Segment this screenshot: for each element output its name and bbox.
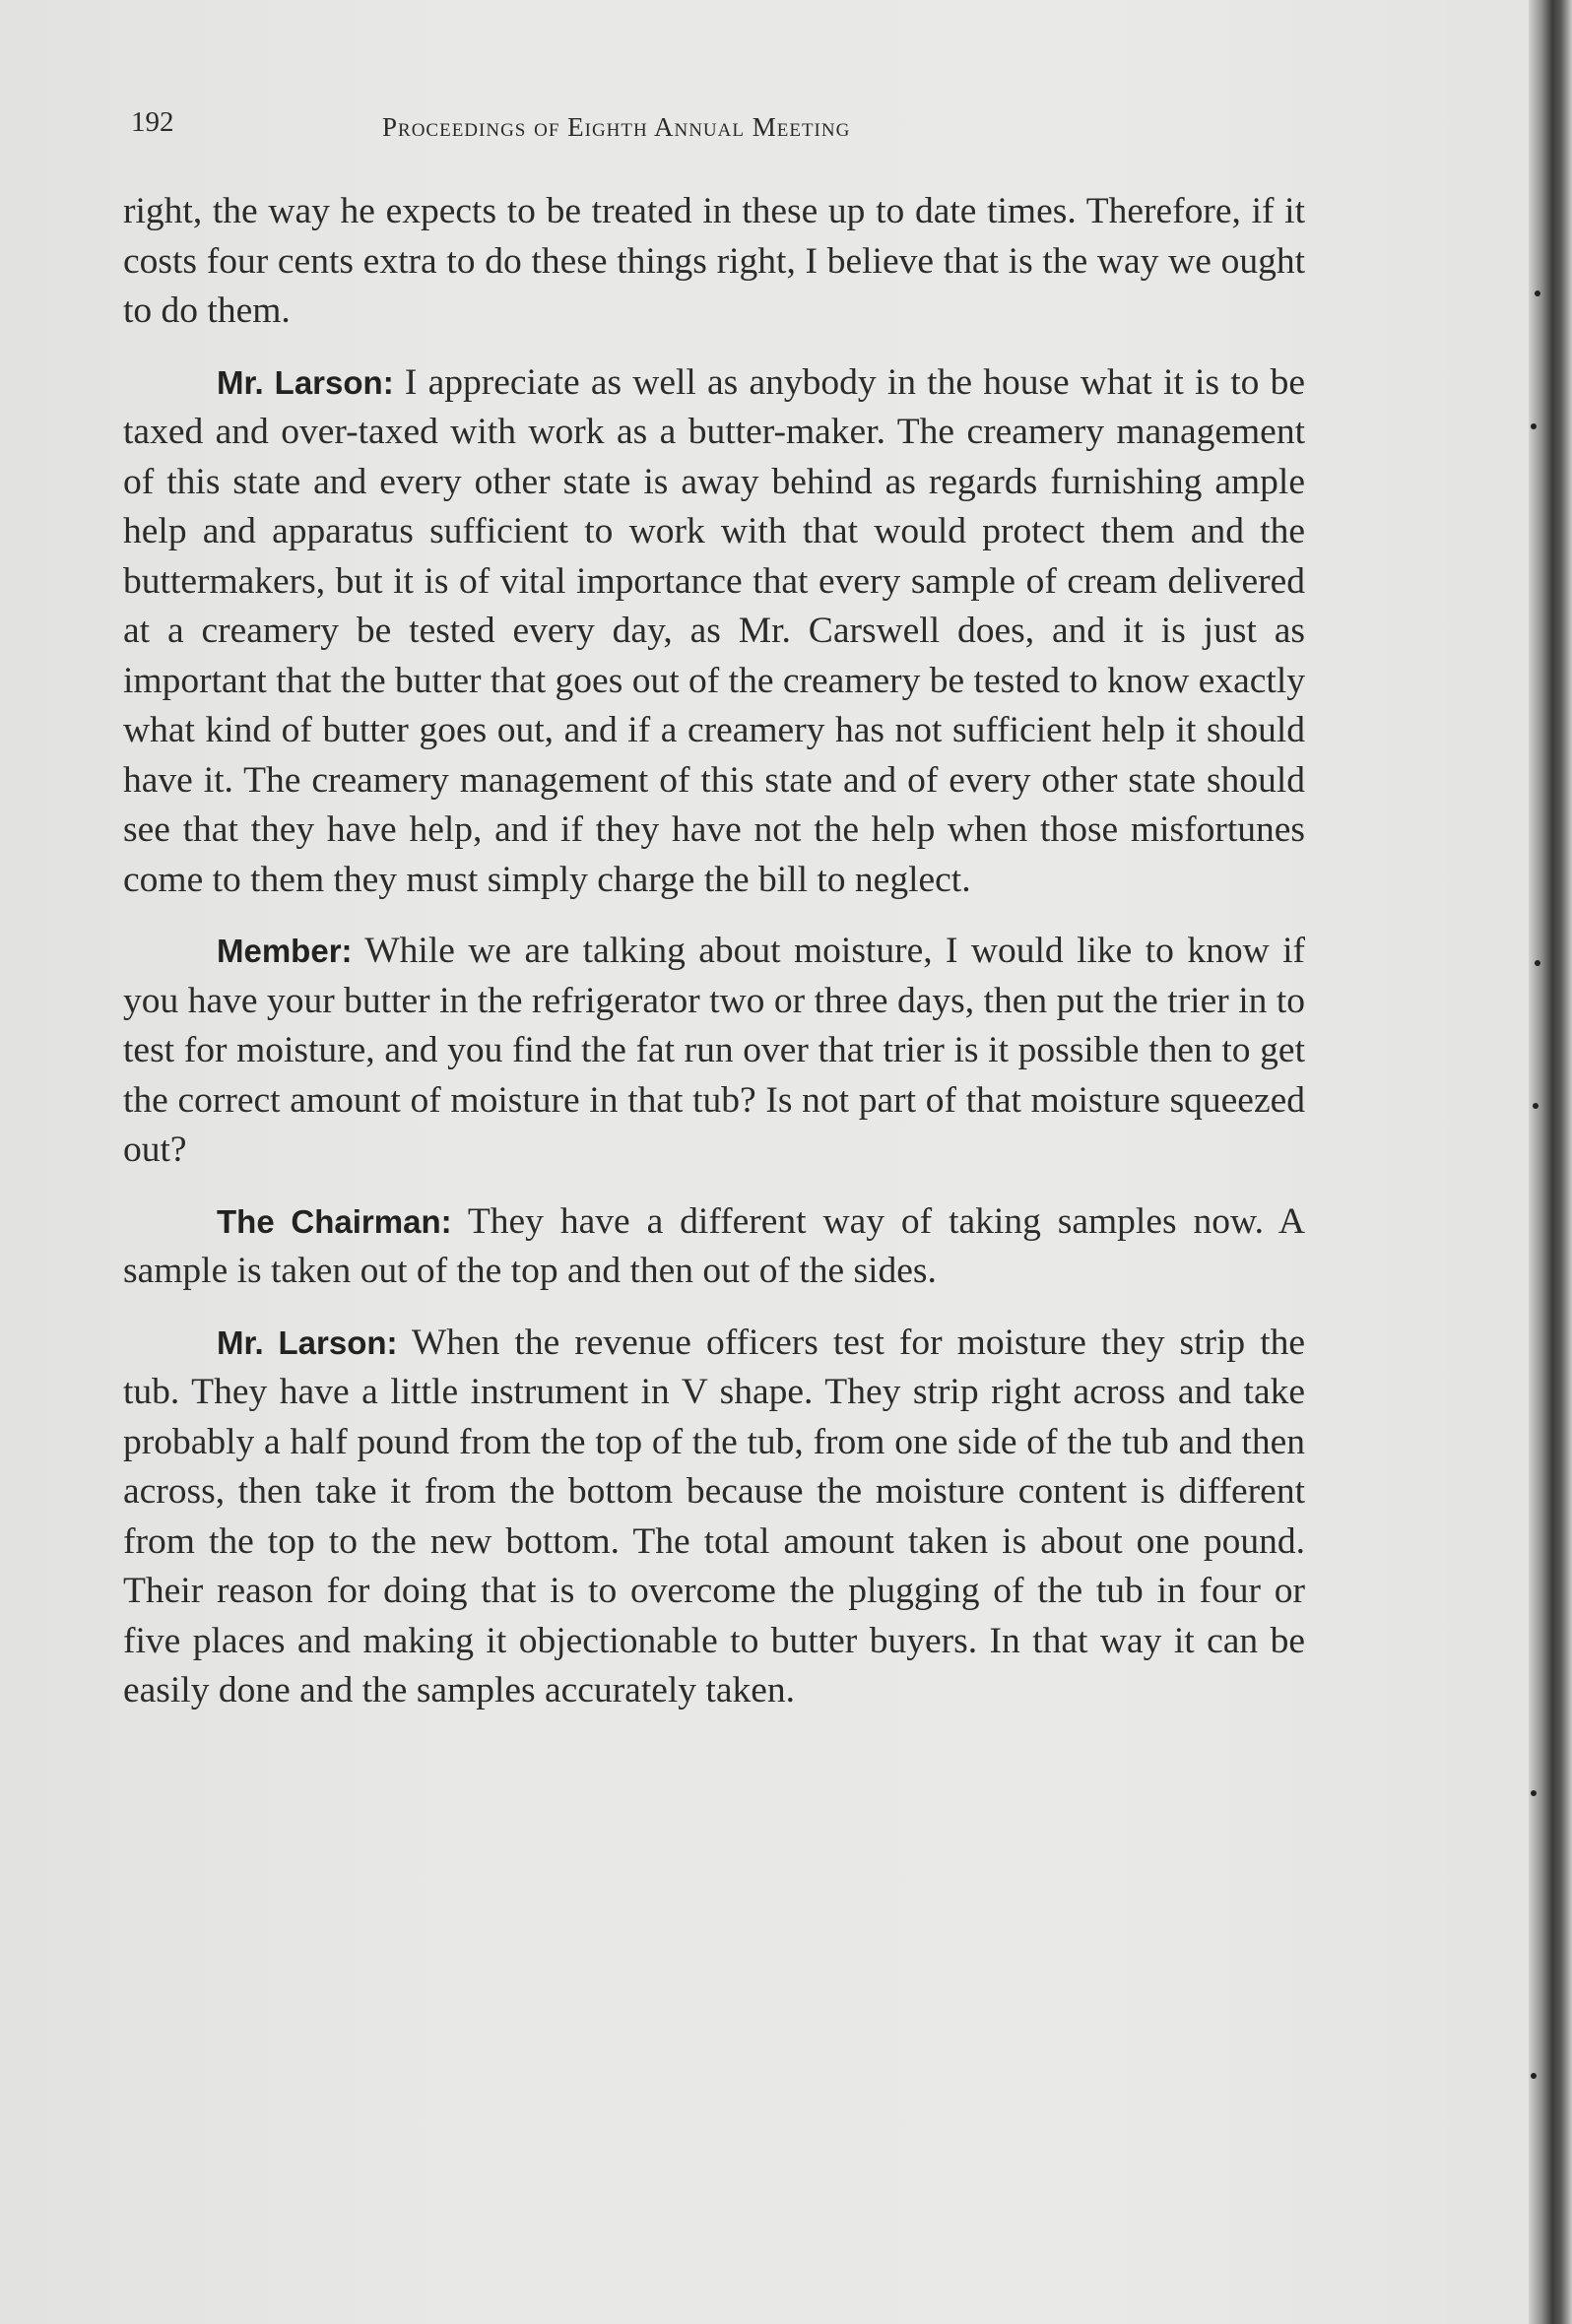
paragraph-chairman [123, 1197, 1305, 1297]
paragraph-continuation [123, 187, 1305, 337]
spine-mark [1531, 423, 1537, 429]
paragraph-larson-1 [123, 358, 1305, 906]
paragraph-text: I appreciate as well as anybody in the house what it is to be taxed and over-taxed with work as a butter-maker. The creamery management of this state and every other state is away behind as regards furnishing ample help and apparatus sufficient to work with that would protect them and the buttermakers, but it is of vital importance that every sample of cream delivered at a creamery be tested every day, as Mr. Carswell does, and it is just as important that the butter that goes out of the creamery be tested to know exactly what kind of butter goes out, and if a creamery has not sufficient help it should have it. The creamery management of this state and of every other state should see that they have help, and if they have not the help when those misfortunes come to them they must simply charge the bill to neglect. [123, 361, 1305, 900]
paragraph-member [123, 927, 1305, 1176]
spine-mark [1535, 960, 1540, 966]
page-number: 192 [131, 106, 174, 138]
spine-mark [1531, 1790, 1537, 1796]
page-header [131, 106, 1313, 156]
paragraph-text: When the revenue officers test for moisture they strip the tub. They have a little instrument in V shape. They strip right across and take probably a half pound from the top of the tub, from one side of the tub and then across, then take it from the bottom because the moisture content is different from the top to the new bottom. The total amount taken is about one pound. Their reason for doing that is to overcome the plugging of the tub in four or five places and making it objectionable to butter buyers. In that way it can be easily done and the samples accurately taken. [123, 1322, 1306, 1711]
paragraph-text: right, the way he expects to be treated in these up to date times. Therefore, if it costs four cents extra to do these things right, I believe that is the way we ought to do them. [123, 191, 1305, 331]
running-head: Proceedings of Eighth Annual Meeting [382, 112, 851, 142]
paragraph-text: They have a different way of taking samples now. A sample is taken out of the top and then out of the sides. [123, 1200, 1305, 1291]
book-spine-shadow [1529, 0, 1572, 2324]
paragraph-larson-2 [123, 1319, 1305, 1716]
spine-mark [1533, 1103, 1539, 1109]
speaker-label: The Chairman: [217, 1202, 452, 1240]
paragraph-text: While we are talking about moisture, I would like to know if you have your butter in the refrigerator two or three days, then put the trier in to test for moisture, and you find the fat run over that trier is it possible then to get the correct amount of moisture in that tub? Is not part of that moisture squeezed out? [123, 931, 1305, 1170]
spine-mark [1535, 290, 1540, 296]
spine-mark [1531, 2073, 1537, 2079]
speaker-label: Mr. Larson: [217, 1323, 398, 1361]
speaker-label: Mr. Larson: [217, 363, 394, 401]
body-text [123, 187, 1305, 1738]
speaker-label: Member: [217, 933, 353, 969]
